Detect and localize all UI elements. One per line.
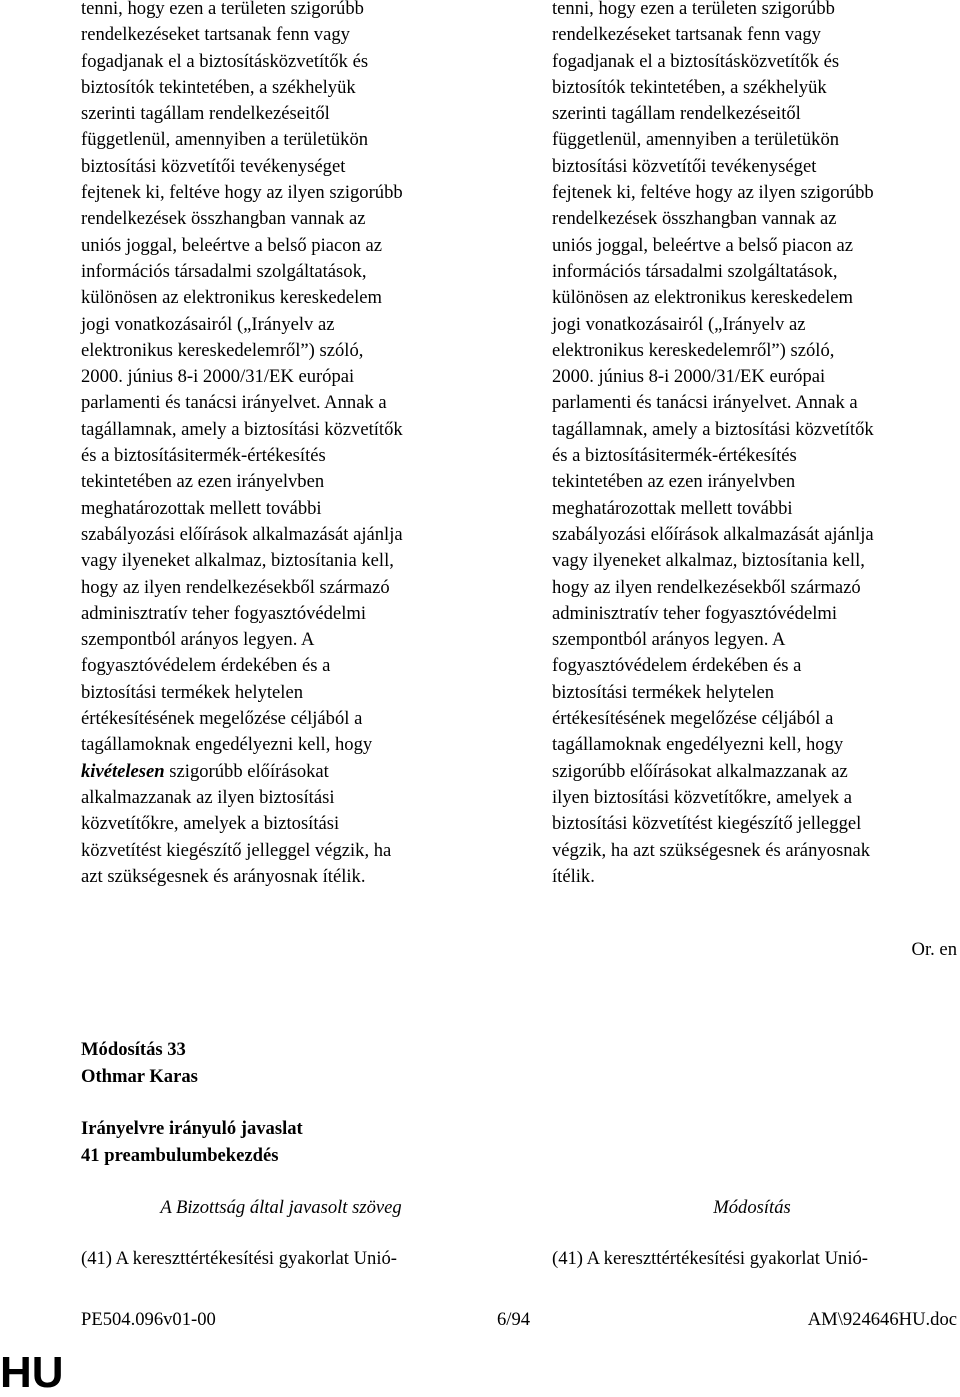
- text-line: biztosítók tekintetében, a székhelyük: [552, 76, 827, 98]
- text-line: hogy az ilyen rendelkezésekből származó: [81, 576, 390, 598]
- text-line: parlamenti és tanácsi irányelvet. Annak a: [552, 392, 858, 414]
- text-line: biztosítási közvetítői tevékenységet: [552, 155, 817, 177]
- text-line: és a biztosításitermék-értékesítés: [552, 445, 797, 467]
- text-line: jogi vonatkozásairól („Irányelv az: [81, 313, 335, 335]
- text-line: különösen az elektronikus kereskedelem: [552, 287, 854, 309]
- text-line: szerinti tagállam rendelkezéseitől: [81, 103, 330, 125]
- text-line: tekintetében az ezen irányelvben: [81, 471, 325, 493]
- text-line: ilyen biztosítási közvetítőkre, amelyek a: [552, 786, 852, 808]
- text-line: parlamenti és tanácsi irányelvet. Annak a: [81, 392, 387, 414]
- text-line: függetlenül, amennyiben a területükön: [81, 129, 369, 151]
- text-line: szabályozási előírások alkalmazását ajánlja: [81, 523, 403, 545]
- left-column-text: [81, 0, 481, 890]
- text-line: biztosítási termékek helytelen: [81, 681, 304, 703]
- text-line: információs társadalmi szolgáltatások,: [552, 260, 838, 282]
- proposal-label: Irányelvre irányuló javaslat: [81, 1118, 303, 1139]
- text-line: szerinti tagállam rendelkezéseitől: [552, 103, 801, 125]
- text-line: uniós joggal, beleértve a belső piacon az: [81, 234, 383, 256]
- text-line: szempontból arányos legyen. A: [552, 629, 786, 651]
- text-line: tenni, hogy ezen a területen szigorúbb: [81, 0, 364, 19]
- text-line: elektronikus kereskedelemről”) szóló,: [552, 339, 835, 361]
- text-line: tekintetében az ezen irányelvben: [552, 471, 796, 493]
- text-line: 2000. június 8-i 2000/31/EK európai: [81, 366, 355, 388]
- original-language: Or. en: [911, 939, 957, 960]
- emphasis-word: kivételesen: [81, 760, 165, 782]
- text-line: fogyasztóvédelem érdekében és a: [81, 655, 331, 677]
- text-line: vagy ilyeneket alkalmaz, biztosítania kell,: [552, 550, 865, 572]
- language-code: HU: [0, 1348, 64, 1397]
- recital-41-amended: (41) A kereszttértékesítési gyakorlat Unió-: [552, 1248, 868, 1269]
- text-line: meghatározottak mellett további: [552, 497, 793, 519]
- text-line: fejtenek ki, feltéve hogy az ilyen szigorúbb: [81, 182, 403, 204]
- text-line: jogi vonatkozásairól („Irányelv az: [552, 313, 806, 335]
- text-line: tagállamnak, amely a biztosítási közvetítők: [81, 418, 403, 440]
- text-line: fogyasztóvédelem érdekében és a: [552, 655, 802, 677]
- text-line: elektronikus kereskedelemről”) szóló,: [81, 339, 364, 361]
- text-line: különösen az elektronikus kereskedelem: [81, 287, 383, 309]
- text-line: rendelkezéseket tartsanak fenn vagy: [552, 24, 821, 46]
- text-line: tagállamoknak engedélyezni kell, hogy: [552, 734, 844, 756]
- text-line: szigorúbb előírásokat alkalmazzanak az: [552, 760, 848, 782]
- text-line: hogy az ilyen rendelkezésekből származó: [552, 576, 861, 598]
- amendment-header: Módosítás: [713, 1197, 791, 1218]
- text-line: azt szükségesnek és arányosnak ítélik.: [81, 865, 366, 887]
- text-line: információs társadalmi szolgáltatások,: [81, 260, 367, 282]
- text-line: végzik, ha azt szükségesnek és arányosnak: [552, 839, 871, 861]
- text-line: fogadjanak el a biztosításközvetítők és: [81, 50, 369, 72]
- text-line: biztosítási közvetítői tevékenységet: [81, 155, 346, 177]
- footer-page-number: 6/94: [497, 1309, 531, 1330]
- text-line: tenni, hogy ezen a területen szigorúbb: [552, 0, 835, 19]
- text-line: tagállamnak, amely a biztosítási közvetítők: [552, 418, 874, 440]
- text-line: alkalmazzanak az ilyen biztosítási: [81, 786, 335, 808]
- footer-file-name: AM\924646HU.doc: [807, 1309, 957, 1330]
- text-line: adminisztratív teher fogyasztóvédelmi: [552, 602, 838, 624]
- text-line: vagy ilyeneket alkalmaz, biztosítania kell,: [81, 550, 394, 572]
- footer-doc-ref: PE504.096v01-00: [81, 1309, 216, 1330]
- text-line: 2000. június 8-i 2000/31/EK európai: [552, 366, 826, 388]
- text-line: biztosítási termékek helytelen: [552, 681, 775, 703]
- recital-label: 41 preambulumbekezdés: [81, 1144, 279, 1166]
- amendment-heading: [81, 1037, 198, 1090]
- text-line: közvetítést kiegészítő jelleggel végzik, ha: [81, 839, 392, 861]
- text-line: szempontból arányos legyen. A: [81, 629, 315, 651]
- text-line: kivételesen szigorúbb előírásokat: [81, 760, 329, 782]
- right-column-text: [552, 0, 952, 890]
- text-line: biztosítási közvetítést kiegészítő jelleggel: [552, 813, 862, 835]
- text-line: rendelkezések összhangban vannak az: [81, 208, 366, 230]
- text-line: rendelkezések összhangban vannak az: [552, 208, 837, 230]
- text-line: értékesítésének megelőzése céljából a: [81, 708, 363, 730]
- text-line: értékesítésének megelőzése céljából a: [552, 708, 834, 730]
- text-line: és a biztosításitermék-értékesítés: [81, 445, 326, 467]
- text-line: fejtenek ki, feltéve hogy az ilyen szigorúbb: [552, 182, 874, 204]
- text-line: függetlenül, amennyiben a területükön: [552, 129, 840, 151]
- amendment-author: Othmar Karas: [81, 1065, 198, 1087]
- text-line: meghatározottak mellett további: [81, 497, 322, 519]
- text-line: uniós joggal, beleértve a belső piacon az: [552, 234, 854, 256]
- text-line: adminisztratív teher fogyasztóvédelmi: [81, 602, 367, 624]
- text-line: ítélik.: [552, 865, 595, 887]
- text-line: fogadjanak el a biztosításközvetítők és: [552, 50, 840, 72]
- commission-text-header: A Bizottság által javasolt szöveg: [160, 1197, 402, 1218]
- amendment-target: [81, 1116, 303, 1169]
- text-line: tagállamoknak engedélyezni kell, hogy: [81, 734, 373, 756]
- amendment-number: Módosítás 33: [81, 1039, 186, 1060]
- text-line: biztosítók tekintetében, a székhelyük: [81, 76, 356, 98]
- text-line: közvetítőkre, amelyek a biztosítási: [81, 813, 340, 835]
- text-line: szabályozási előírások alkalmazását ajánlja: [552, 523, 874, 545]
- recital-41-original: (41) A kereszttértékesítési gyakorlat Unió-: [81, 1248, 397, 1269]
- text-line: rendelkezéseket tartsanak fenn vagy: [81, 24, 350, 46]
